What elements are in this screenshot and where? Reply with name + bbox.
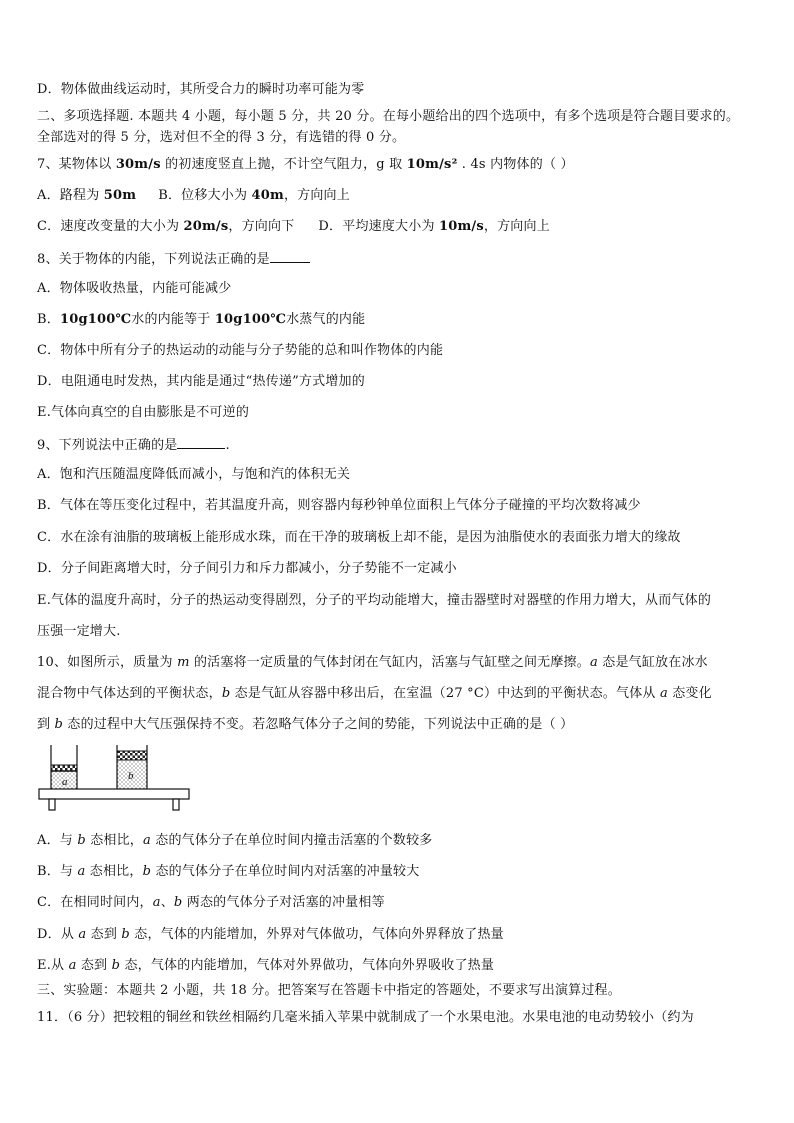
q10-state-b: b <box>111 958 121 973</box>
q10-state-b: b <box>173 895 183 910</box>
q10-text: 混合物中气体达到的平衡状态， <box>37 686 222 701</box>
q10-text: B．与 <box>37 864 78 879</box>
q10-state-a: a <box>77 864 86 879</box>
q9-option-a: A．饱和汽压随温度降低而减小，与饱和汽的体积无关 <box>37 467 351 482</box>
q10-text: 态，气体的内能增加，外界对气体做功，气体向外界释放了热量 <box>129 927 504 942</box>
q10-text: 态是气缸从容器中移出后，在室温（27 °C）中达到的平衡状态。气体从 <box>230 686 660 701</box>
q10-option-c <box>37 893 774 913</box>
q10-state-b: b <box>221 686 231 701</box>
q10-text: 态到 <box>86 927 122 942</box>
q10-text: 态相比， <box>85 833 143 848</box>
q9-stem-text: 9、下列说法中正确的是 <box>37 438 178 453</box>
q10-text: 态是气缸放在冰水 <box>597 655 708 670</box>
q10-state-a: a <box>143 833 151 848</box>
q8-stem-text: 8、关于物体的内能，下列说法正确的是 <box>37 252 270 267</box>
q10-text: 态的气体分子在单位时间内撞击活塞的个数较多 <box>150 833 433 848</box>
section2-heading-line1: 二、多项选择题. 本题共 4 小题，每小题 5 分，共 20 分。在每小题给出的四个选项中，有多个选项是符合题目要求的。 <box>37 109 740 124</box>
q7-options-cd <box>37 217 774 237</box>
q10-mass-symbol: m <box>177 655 190 670</box>
label-b: b <box>128 770 134 782</box>
cylinder-b <box>117 745 147 789</box>
q10-text: 、 <box>160 895 174 910</box>
q7-option-c-pre: C．速度改变量的大小为 <box>37 219 184 234</box>
q7-stem-text: 7、某物体以 <box>37 157 116 172</box>
q10-stem-line3 <box>37 715 774 735</box>
q9-option-e-line1: E.气体的温度升高时，分子的热运动变得剧烈，分子的平均动能增大，撞击器壁时对器壁的作用力增大，从而气体的 <box>37 593 712 608</box>
q10-stem-line2 <box>37 684 774 704</box>
q10-option-a <box>37 831 774 851</box>
q8-option-b-post: 水蒸气的内能 <box>286 312 366 327</box>
q10-state-b: b <box>142 864 152 879</box>
answer-blank <box>270 248 310 263</box>
q10-text: 态到 <box>76 958 112 973</box>
q10-text: 的活塞将一定质量的气体封闭在气缸内，活塞与气缸壁之间无摩擦。 <box>189 655 590 670</box>
q7-option-d-value: 10m/s <box>438 219 484 234</box>
q7-option-d-pre: D．平均速度大小为 <box>318 219 439 234</box>
answer-blank <box>177 434 225 449</box>
q10-state-a: a <box>659 686 668 701</box>
q8-option-a: A．物体吸收热量，内能可能减少 <box>37 281 232 296</box>
q7-options-ab <box>37 186 774 206</box>
q7-initial-speed: 30m/s <box>115 157 161 172</box>
q8-option-b-mid: 水的内能等于 <box>131 312 215 327</box>
q10-text: 10、如图所示，质量为 <box>37 655 178 670</box>
q7-option-c-value: 20m/s <box>183 219 229 234</box>
q10-option-e <box>37 956 774 976</box>
cylinder-a <box>51 745 77 789</box>
q6-option-d: D．物体做曲线运动时，其所受合力的瞬时功率可能为零 <box>37 82 365 97</box>
q10-state-a: a <box>589 655 598 670</box>
piston-b <box>117 751 147 760</box>
q9-option-d: D．分子间距离增大时，分子间引力和斥力都减小，分子势能不一定减小 <box>37 561 457 576</box>
cylinder-diagram <box>35 743 195 811</box>
q7-option-c-post: ，方向向下 <box>228 219 295 234</box>
table <box>39 789 189 810</box>
q7-stem <box>37 155 774 175</box>
q9-option-c: C．水在涂有油脂的玻璃板上能形成水珠，而在干净的玻璃板上却不能，是因为油脂使水的表面张力增大的缘故 <box>37 530 681 545</box>
q7-option-b-pre: B．位移大小为 <box>158 188 252 203</box>
q7-stem-text2: 的初速度竖直上抛，不计空气阻力，g 取 <box>160 157 407 172</box>
q10-text: 态，气体的内能增加，气体对外界做功，气体向外界吸收了热量 <box>120 958 495 973</box>
section3-heading: 三、实验题：本题共 2 小题，共 18 分。把答案写在答题卡中指定的答题处，不要求写出演算过程。 <box>37 983 621 998</box>
q8-option-b-value1: 10g100℃ <box>59 312 132 327</box>
q10-text: 态相比， <box>85 864 143 879</box>
q10-text: 态的气体分子在单位时间内对活塞的冲量较大 <box>151 864 420 879</box>
q10-state-a: a <box>68 958 77 973</box>
q7-stem-text3: . 4s 内物体的（ ） <box>457 157 574 172</box>
q7-option-b-post: ，方向向上 <box>283 188 350 203</box>
q8-option-e: E.气体向真空的自由膨胀是不可逆的 <box>37 405 250 420</box>
q10-text: 态变化 <box>667 686 712 701</box>
q9-option-e-line2: 压强一定增大. <box>37 624 121 639</box>
q8-option-c: C．物体中所有分子的热运动的动能与分子势能的总和叫作物体的内能 <box>37 343 444 358</box>
q10-text: E.从 <box>37 958 69 973</box>
q10-text: 两态的气体分子对活塞的冲量相等 <box>182 895 385 910</box>
q8-option-b <box>37 310 774 330</box>
q10-state-b: b <box>54 717 64 732</box>
q10-state-b: b <box>121 927 130 942</box>
q10-state-a: a <box>78 927 87 942</box>
q8-option-b-value2: 10g100℃ <box>214 312 287 327</box>
q10-text: 到 <box>37 717 55 732</box>
q9-option-b: B．气体在等压变化过程中，若其温度升高，则容器内每秒钟单位面积上气体分子碰撞的平均次数将减少 <box>37 498 641 513</box>
q10-option-d <box>37 925 774 945</box>
q8-option-b-pre: B． <box>37 312 60 327</box>
q10-text: 态的过程中大气压强保持不变。若忽略气体分子之间的势能，下列说法中正确的是（ ） <box>63 717 574 732</box>
q10-stem-line1 <box>37 653 774 673</box>
q7-option-d-post: ，方向向上 <box>483 219 550 234</box>
q9-stem <box>37 434 774 456</box>
section2-heading-line2: 全部选对的得 5 分，选对但不全的得 3 分，有选错的得 0 分。 <box>37 130 406 145</box>
q7-option-a-value: 50m <box>103 188 137 203</box>
q10-text: C．在相同时间内， <box>37 895 153 910</box>
label-a: a <box>62 776 68 788</box>
q7-option-a-pre: A．路程为 <box>37 188 104 203</box>
q10-option-b <box>37 862 774 882</box>
q8-option-d: D．电阻通电时发热，其内能是通过“热传递”方式增加的 <box>37 374 365 389</box>
q8-stem <box>37 248 774 270</box>
q7-gravity: 10m/s² <box>406 157 458 172</box>
q11-stem: 11．（6 分）把较粗的铜丝和铁丝相隔约几毫米插入苹果中就制成了一个水果电池。水果电池的电动势较小（约为 <box>37 1010 694 1025</box>
q10-text: A．与 <box>37 833 78 848</box>
q9-stem-end: . <box>225 438 230 453</box>
q10-text: D．从 <box>37 927 79 942</box>
q10-state-a: a <box>152 895 161 910</box>
q7-option-b-value: 40m <box>251 188 284 203</box>
q10-state-b: b <box>77 833 86 848</box>
